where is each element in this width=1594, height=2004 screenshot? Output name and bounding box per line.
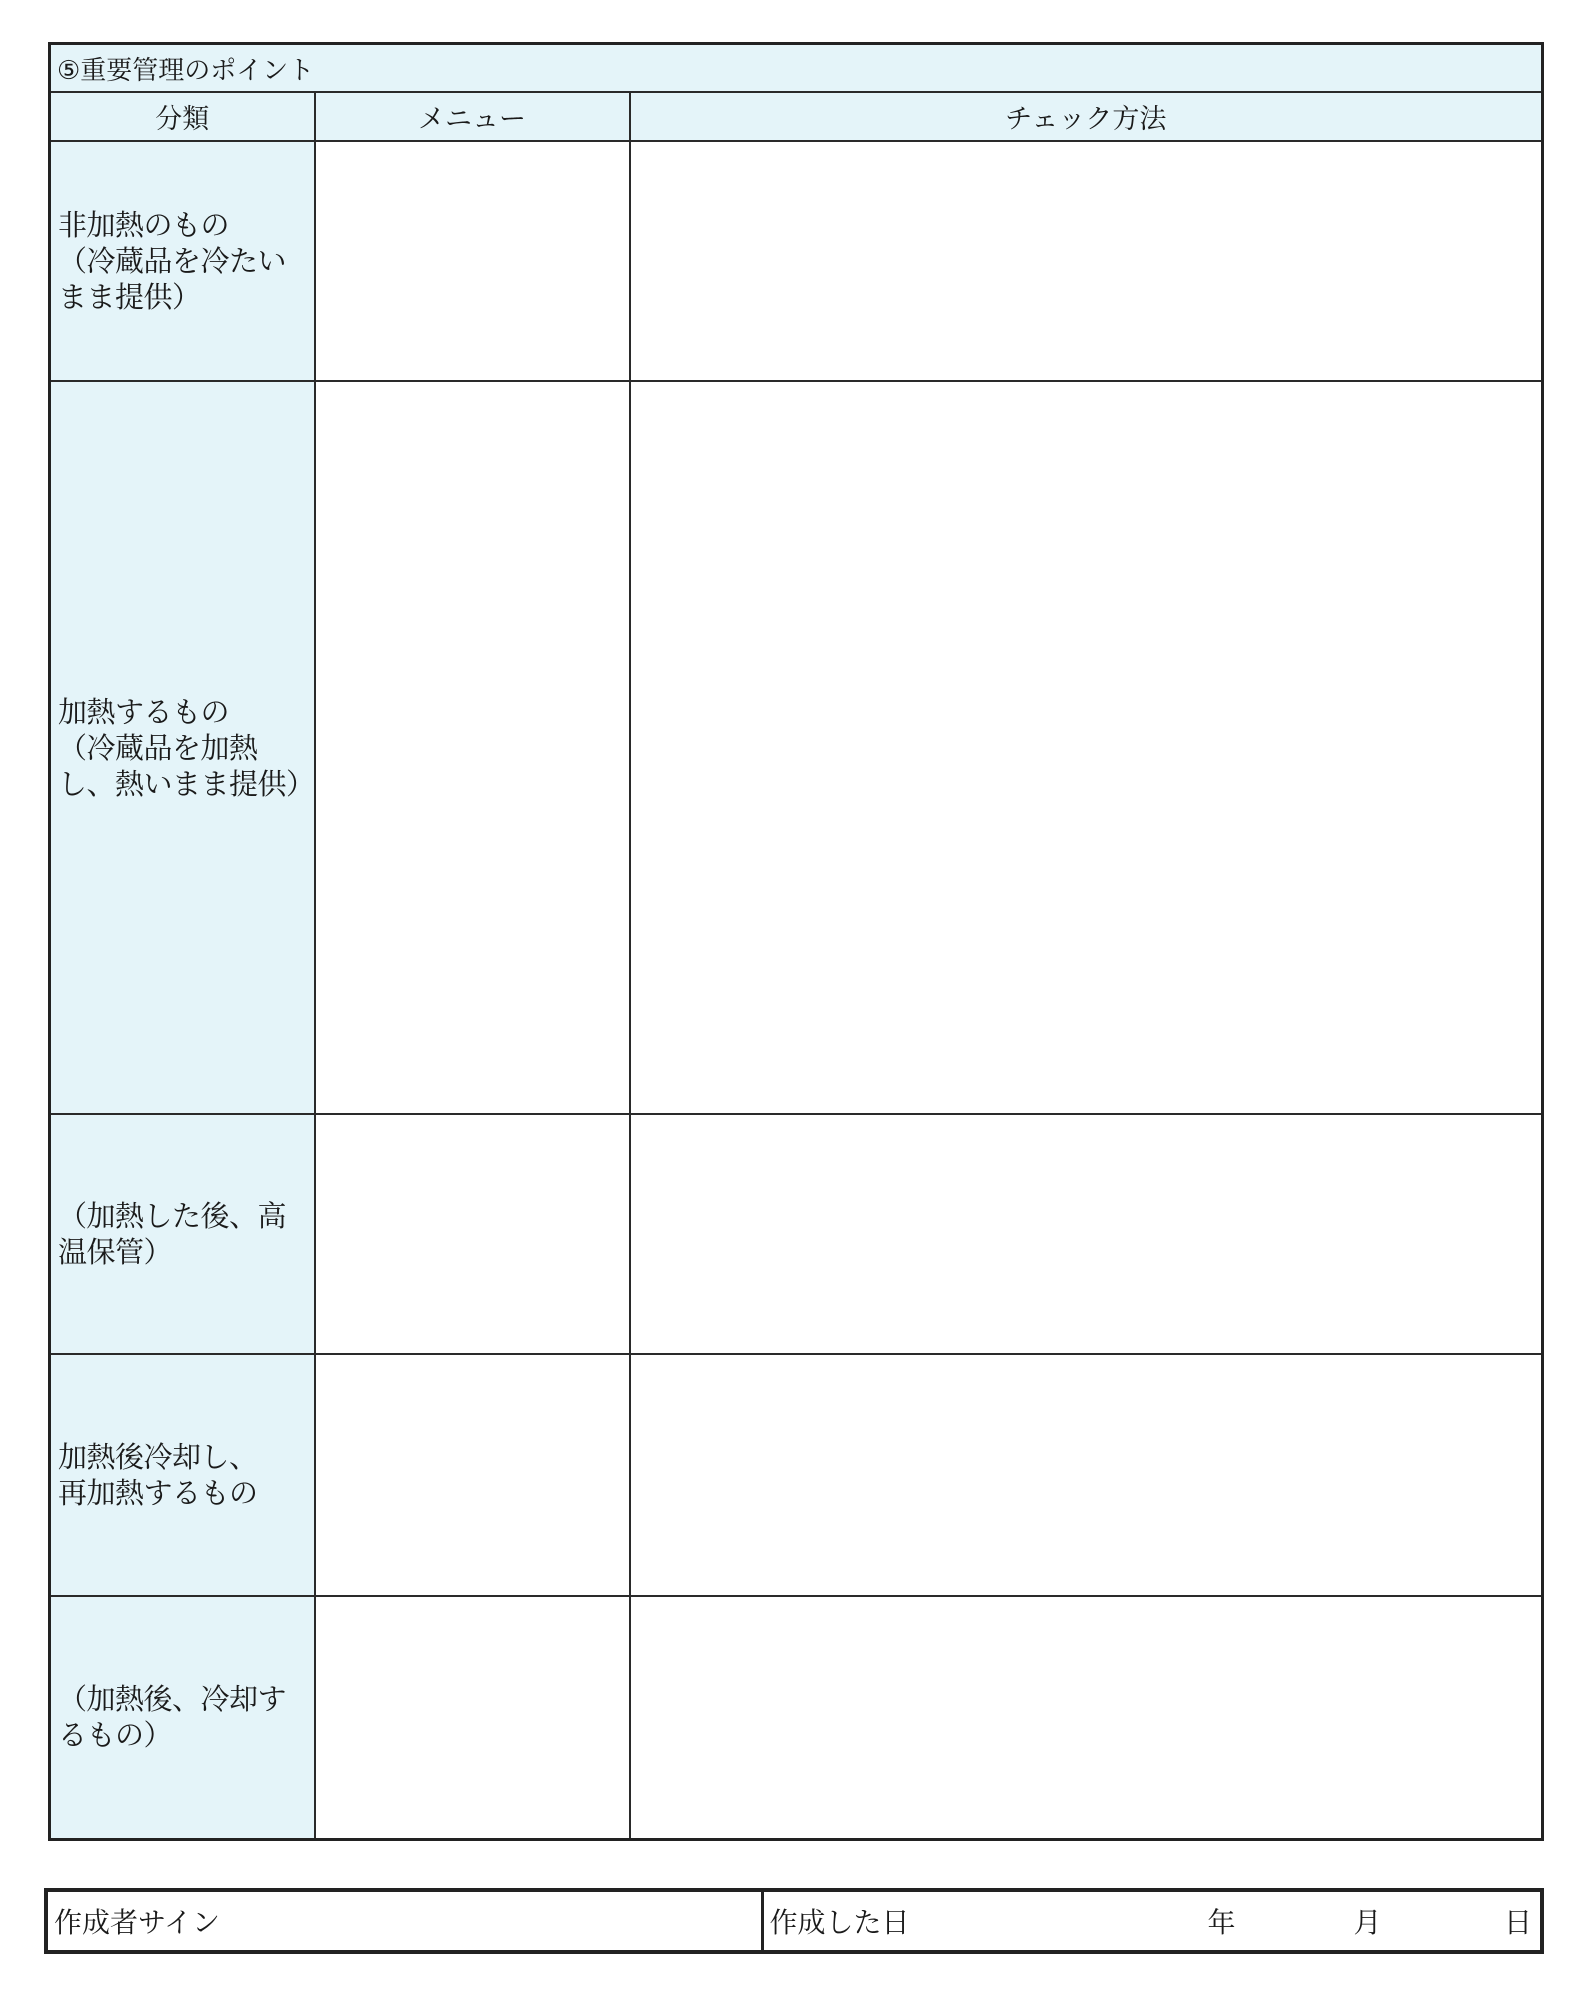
menu-cell-cool-reheat[interactable] xyxy=(315,1354,630,1596)
check-method-cell-cool-reheat[interactable] xyxy=(630,1354,1543,1596)
check-method-cell-hot-holding[interactable] xyxy=(630,1114,1543,1354)
header-check-method: チェック方法 xyxy=(630,92,1543,141)
table-row xyxy=(50,1114,1543,1354)
table-row xyxy=(50,1354,1543,1596)
check-method-cell-unheated[interactable] xyxy=(630,141,1543,381)
category-heated: 加熱するもの （冷蔵品を加熱し、熱いまま提供） xyxy=(50,381,315,1114)
author-signature-label: 作成者サイン xyxy=(54,1906,221,1939)
check-method-cell-heated-cooled[interactable] xyxy=(630,1596,1543,1839)
header-category: 分類 xyxy=(50,92,315,141)
menu-cell-unheated[interactable] xyxy=(315,141,630,381)
category-cool-reheat: 加熱後冷却し、 再加熱するもの xyxy=(50,1354,315,1596)
author-signature-field[interactable] xyxy=(46,1890,762,1952)
check-method-cell-heated[interactable] xyxy=(630,381,1543,1114)
menu-cell-heated-cooled[interactable] xyxy=(315,1596,630,1839)
menu-cell-hot-holding[interactable] xyxy=(315,1114,630,1354)
day-label: 日 xyxy=(1503,1906,1532,1939)
header-menu: メニュー xyxy=(315,92,630,141)
menu-cell-heated[interactable] xyxy=(315,381,630,1114)
table-row xyxy=(50,1596,1543,1839)
haccp-points-table xyxy=(48,42,1544,1841)
creation-date-field[interactable] xyxy=(762,1890,1542,1952)
year-label: 年 xyxy=(1207,1906,1236,1939)
signature-table xyxy=(44,1888,1544,1954)
category-unheated: 非加熱のもの （冷蔵品を冷たいまま提供） xyxy=(50,141,315,381)
section-title: ⑤重要管理のポイント xyxy=(50,44,1543,93)
month-label: 月 xyxy=(1353,1906,1382,1939)
category-heated-cooled: （加熱後、冷却するもの） xyxy=(50,1596,315,1839)
creation-date-label: 作成した日 xyxy=(769,1906,910,1939)
category-heated-hot-holding: （加熱した後、高温保管） xyxy=(50,1114,315,1354)
table-row xyxy=(50,141,1543,381)
table-row xyxy=(50,381,1543,1114)
